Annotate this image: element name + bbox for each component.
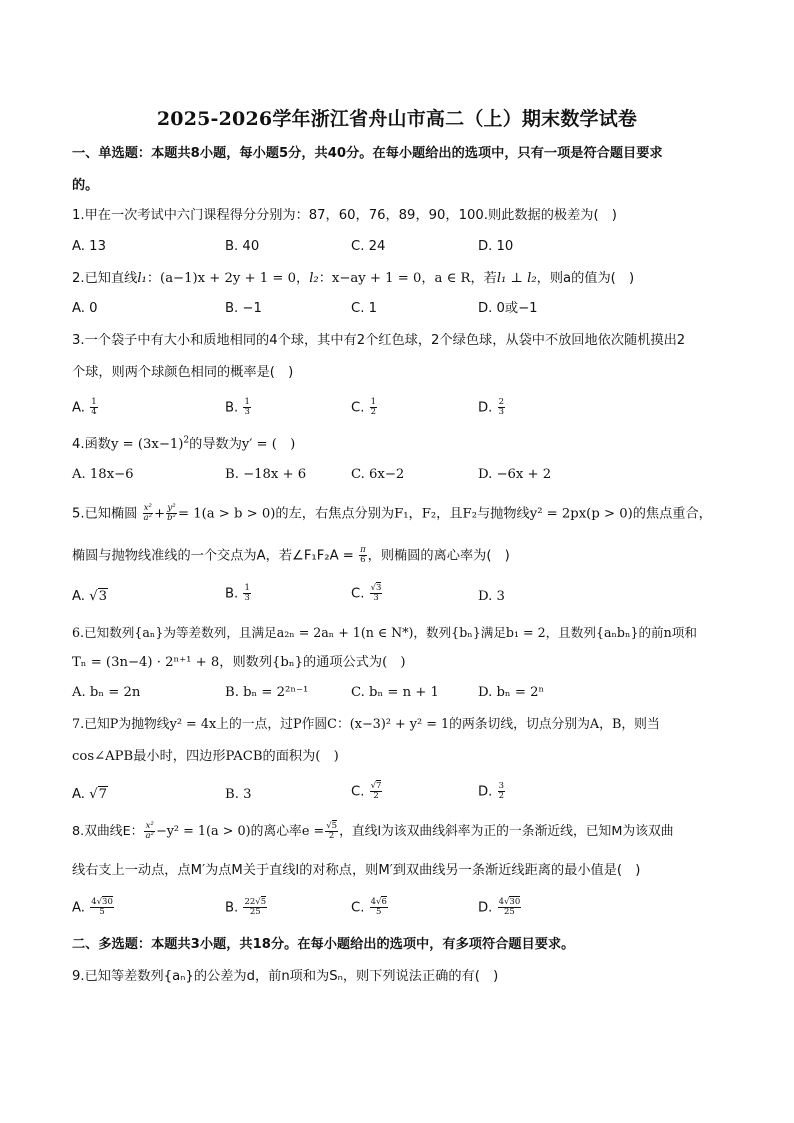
q5-option-a-sqrt: √3 — [89, 589, 107, 604]
q5-option-c-fraction — [370, 584, 383, 603]
q8-option-c-fraction — [370, 898, 388, 917]
q3-option-d-label: D. — [478, 400, 493, 416]
q5-pi: π — [360, 545, 366, 555]
q5-cont-end: ，则椭圆的离心率为( ) — [367, 548, 510, 564]
q5-b-numerator: 1 — [244, 583, 250, 593]
q3-option-c — [351, 398, 378, 418]
question-8-text — [72, 822, 732, 841]
q8-d-denominator: 25 — [503, 907, 515, 917]
q4-option-d: D. −6x + 2 — [478, 467, 552, 482]
q5-option-a — [72, 588, 108, 606]
q8-e-numerator: √5 — [326, 821, 338, 831]
q5-option-a-label: A. — [72, 589, 85, 604]
q4-option-c: C. 6x−2 — [351, 467, 405, 482]
q5-cont-pre: 椭圆与抛物线准线的一个交点为A，若∠F₁F₂A = — [72, 548, 354, 564]
q8-b-numerator: 22√5 — [244, 897, 267, 907]
q8-option-a — [72, 898, 115, 918]
q3-option-c-fraction — [370, 398, 377, 417]
q8-option-c — [351, 898, 389, 918]
q2-line-l1-eq: ：(a−1)x + 2y + 1 = 0， — [146, 271, 310, 286]
q1-option-c: C. 24 — [351, 239, 386, 254]
q5-option-d: D. 3 — [478, 589, 505, 604]
q5-a-squared: a² — [143, 513, 153, 523]
q5-option-b — [225, 584, 252, 604]
q7-c-numerator: √7 — [370, 781, 382, 791]
q7-c-denominator: 2 — [373, 791, 379, 801]
q3-a-numerator: 1 — [91, 397, 97, 407]
q5-b-squared: b² — [167, 513, 176, 523]
section1-heading: 一、单选题：本题共8小题，每小题5分，共40分。在每小题给出的选项中，只有一项是符合题目要求 — [72, 146, 663, 161]
q8-text-rest: ，直线l为该双曲线斜率为正的一条渐近线，已知M为该双曲 — [339, 824, 674, 839]
q6-option-b: B. bₙ = 2²ⁿ⁻¹ — [225, 685, 309, 700]
q2-condition: l₁ ⊥ l₂ — [496, 271, 537, 286]
q8-option-d-fraction — [498, 898, 522, 917]
q3-option-b-fraction — [243, 398, 250, 417]
q3-option-b-label: B. — [225, 400, 239, 416]
q1-option-a: A. 13 — [72, 239, 106, 254]
q5-text-pre: 5.已知椭圆 — [72, 506, 138, 522]
q5-b-denominator: 3 — [244, 593, 250, 603]
q8-d-numerator: 4√30 — [498, 897, 521, 907]
q8-c-numerator: 4√6 — [370, 897, 387, 907]
q3-b-numerator: 1 — [244, 397, 250, 407]
q4-exponent: 2 — [183, 435, 190, 446]
q2-line-l2: l₂ — [309, 271, 319, 286]
q8-option-b-fraction — [243, 898, 267, 917]
q2-option-b: B. −1 — [225, 301, 262, 316]
question-8-text-cont: 线右支上一动点，点M′为点M关于直线l的对称点，则M′到双曲线另一条渐近线距离的最小值是( ) — [72, 863, 641, 878]
q8-x-fraction — [144, 822, 154, 841]
q8-a-numerator: 4√30 — [91, 897, 113, 907]
q4-text-mid: 的导数为 — [189, 437, 242, 452]
q3-b-denominator: 3 — [244, 407, 250, 417]
q8-e-radicand: 5 — [331, 821, 338, 831]
question-7-text: 7.已知P为抛物线y² = 4x上的一点，过P作圆C：(x−3)² + y² = 1的两条切线，切点分别为A，B，则当 — [72, 717, 660, 732]
q8-option-a-label: A. — [72, 900, 85, 916]
q7-option-a-label: A. — [72, 787, 85, 802]
q7-d-numerator: 3 — [498, 781, 504, 791]
q8-option-c-label: C. — [351, 900, 365, 916]
q8-b-radicand: 5 — [260, 897, 267, 907]
question-6-text-cont: Tₙ = (3n−4) · 2ⁿ⁺¹ + 8，则数列{bₙ}的通项公式为( ) — [72, 655, 406, 670]
q8-text-pre: 8.双曲线E： — [72, 824, 144, 839]
q8-option-b — [225, 898, 268, 918]
q3-d-numerator: 2 — [498, 397, 504, 407]
q8-equation: −y² = 1(a > 0)的离心率e = — [155, 824, 325, 839]
q3-c-numerator: 1 — [370, 397, 377, 407]
question-7-text-cont: cos∠APB最小时，四边形PACB的面积为( ) — [72, 749, 339, 764]
q7-option-a — [72, 786, 108, 804]
question-2-text — [72, 270, 732, 288]
question-9-text: 9.已知等差数列{aₙ}的公差为d，前n项和为Sₙ，则下列说法正确的有( ) — [72, 969, 499, 984]
question-5-text — [72, 504, 732, 524]
q5-six: 6 — [360, 555, 366, 565]
q4-derivative: y′ = ( ) — [241, 437, 296, 452]
q7-option-b: B. 3 — [225, 787, 252, 802]
q6-option-a: A. bₙ = 2n — [72, 685, 141, 700]
q3-option-d-fraction — [498, 398, 505, 417]
q8-d-radicand: 30 — [509, 897, 521, 907]
q8-c-coef: 4 — [370, 897, 377, 907]
q5-option-c — [351, 584, 383, 604]
q8-option-d-label: D. — [478, 900, 493, 916]
q5-option-b-fraction — [243, 584, 250, 603]
q3-option-a — [72, 398, 99, 418]
q8-c-denominator: 5 — [376, 907, 382, 917]
q2-text-pre: 2.已知直线 — [72, 271, 138, 286]
q7-a-radicand: 7 — [98, 787, 107, 802]
exam-title: 2025-2026学年浙江省舟山市高二（上）期末数学试卷 — [156, 108, 638, 130]
q8-b-coef: 22 — [244, 897, 256, 907]
question-5-text-cont — [72, 546, 732, 566]
q5-angle-fraction — [359, 546, 367, 565]
q2-line-l2-eq: ：x−ay + 1 = 0，a ∈ R，若 — [318, 271, 497, 286]
q7-option-c — [351, 782, 383, 802]
q8-option-d — [478, 898, 522, 918]
q7-option-c-fraction — [370, 782, 383, 801]
q5-plus: + — [154, 506, 166, 522]
q8-d-coef: 4 — [498, 897, 504, 907]
question-6-text: 6.已知数列{aₙ}为等差数列，且满足a₂ₙ = 2aₙ + 1(n ∈ N*)，数列{bₙ}满足b₁ = 2，且数列{aₙbₙ}的前n项和 — [72, 625, 697, 640]
q8-a-squared: a² — [145, 831, 154, 841]
q3-option-b — [225, 398, 252, 418]
q5-option-b-label: B. — [225, 586, 239, 602]
q5-c-denominator: 3 — [373, 593, 379, 603]
q3-d-denominator: 3 — [498, 407, 504, 417]
q5-y-squared: y² — [167, 503, 176, 513]
q3-a-denominator: 4 — [91, 407, 97, 417]
q2-option-a: A. 0 — [72, 301, 98, 316]
q2-option-d: D. 0或−1 — [478, 301, 538, 316]
q7-option-d-label: D. — [478, 784, 493, 800]
question-3-text-cont: 个球，则两个球颜色相同的概率是( ) — [72, 365, 294, 380]
q4-option-b: B. −18x + 6 — [225, 467, 307, 482]
section1-heading-cont: 的。 — [72, 178, 99, 193]
q4-text-pre: 4.函数 — [72, 437, 111, 452]
q7-option-d-fraction — [498, 782, 505, 801]
q8-e-fraction — [325, 822, 338, 841]
q8-e-denominator: 2 — [328, 831, 335, 841]
question-1-text: 1.甲在一次考试中六门课程得分分别为：87，60，76，89，90，100.则此数据的极差为( ) — [72, 208, 617, 223]
q8-a-coef: 4 — [91, 897, 97, 907]
q4-option-a: A. 18x−6 — [72, 467, 134, 482]
q5-x-fraction — [143, 504, 153, 523]
q8-a-radicand: 30 — [102, 897, 113, 907]
q3-c-denominator: 2 — [370, 407, 377, 417]
q8-option-a-fraction — [90, 898, 114, 917]
q3-option-a-fraction — [90, 398, 97, 417]
question-4-text — [72, 436, 732, 454]
q8-a-denominator: 5 — [99, 907, 105, 917]
q5-c-radicand: 3 — [376, 583, 382, 593]
q2-option-c: C. 1 — [351, 301, 377, 316]
q3-option-a-label: A. — [72, 400, 85, 416]
q2-text-end: ，则a的值为( ) — [536, 271, 635, 286]
q7-c-radicand: 7 — [376, 781, 382, 791]
q8-c-radicand: 6 — [381, 897, 387, 907]
q8-x-squared: x² — [145, 821, 154, 831]
q1-option-b: B. 40 — [225, 239, 260, 254]
q3-option-d — [478, 398, 506, 418]
q7-d-denominator: 2 — [498, 791, 504, 801]
q4-function: y = (3x−1) — [110, 437, 184, 452]
q5-ellipse-text: = 1(a > b > 0)的左，右焦点分别为F₁，F₂，且F₂与抛物线y² = 2px(p > 0)的焦点重合， — [177, 506, 712, 522]
q5-x-squared: x² — [143, 503, 152, 513]
q6-option-c: C. bₙ = n + 1 — [351, 685, 439, 700]
q8-option-b-label: B. — [225, 900, 239, 916]
q1-option-d: D. 10 — [478, 239, 514, 254]
q7-option-d — [478, 782, 506, 802]
q5-y-fraction — [166, 504, 177, 523]
q7-option-c-label: C. — [351, 784, 365, 800]
q8-b-denominator: 25 — [249, 907, 261, 917]
question-3-text: 3.一个袋子中有大小和质地相同的4个球，其中有2个红色球，2个绿色球，从袋中不放回地依次随机摸出2 — [72, 333, 686, 348]
q2-line-l1: l₁ — [137, 271, 147, 286]
q5-a-radicand: 3 — [98, 589, 107, 604]
q7-option-a-sqrt: √7 — [89, 787, 107, 802]
q5-c-numerator: √3 — [370, 583, 382, 593]
section2-heading: 二、多选题：本题共3小题，共18分。在每小题给出的选项中，有多项符合题目要求。 — [72, 937, 575, 952]
q3-option-c-label: C. — [351, 400, 365, 416]
q6-option-d: D. bₙ = 2ⁿ — [478, 685, 545, 700]
q5-option-c-label: C. — [351, 586, 365, 602]
